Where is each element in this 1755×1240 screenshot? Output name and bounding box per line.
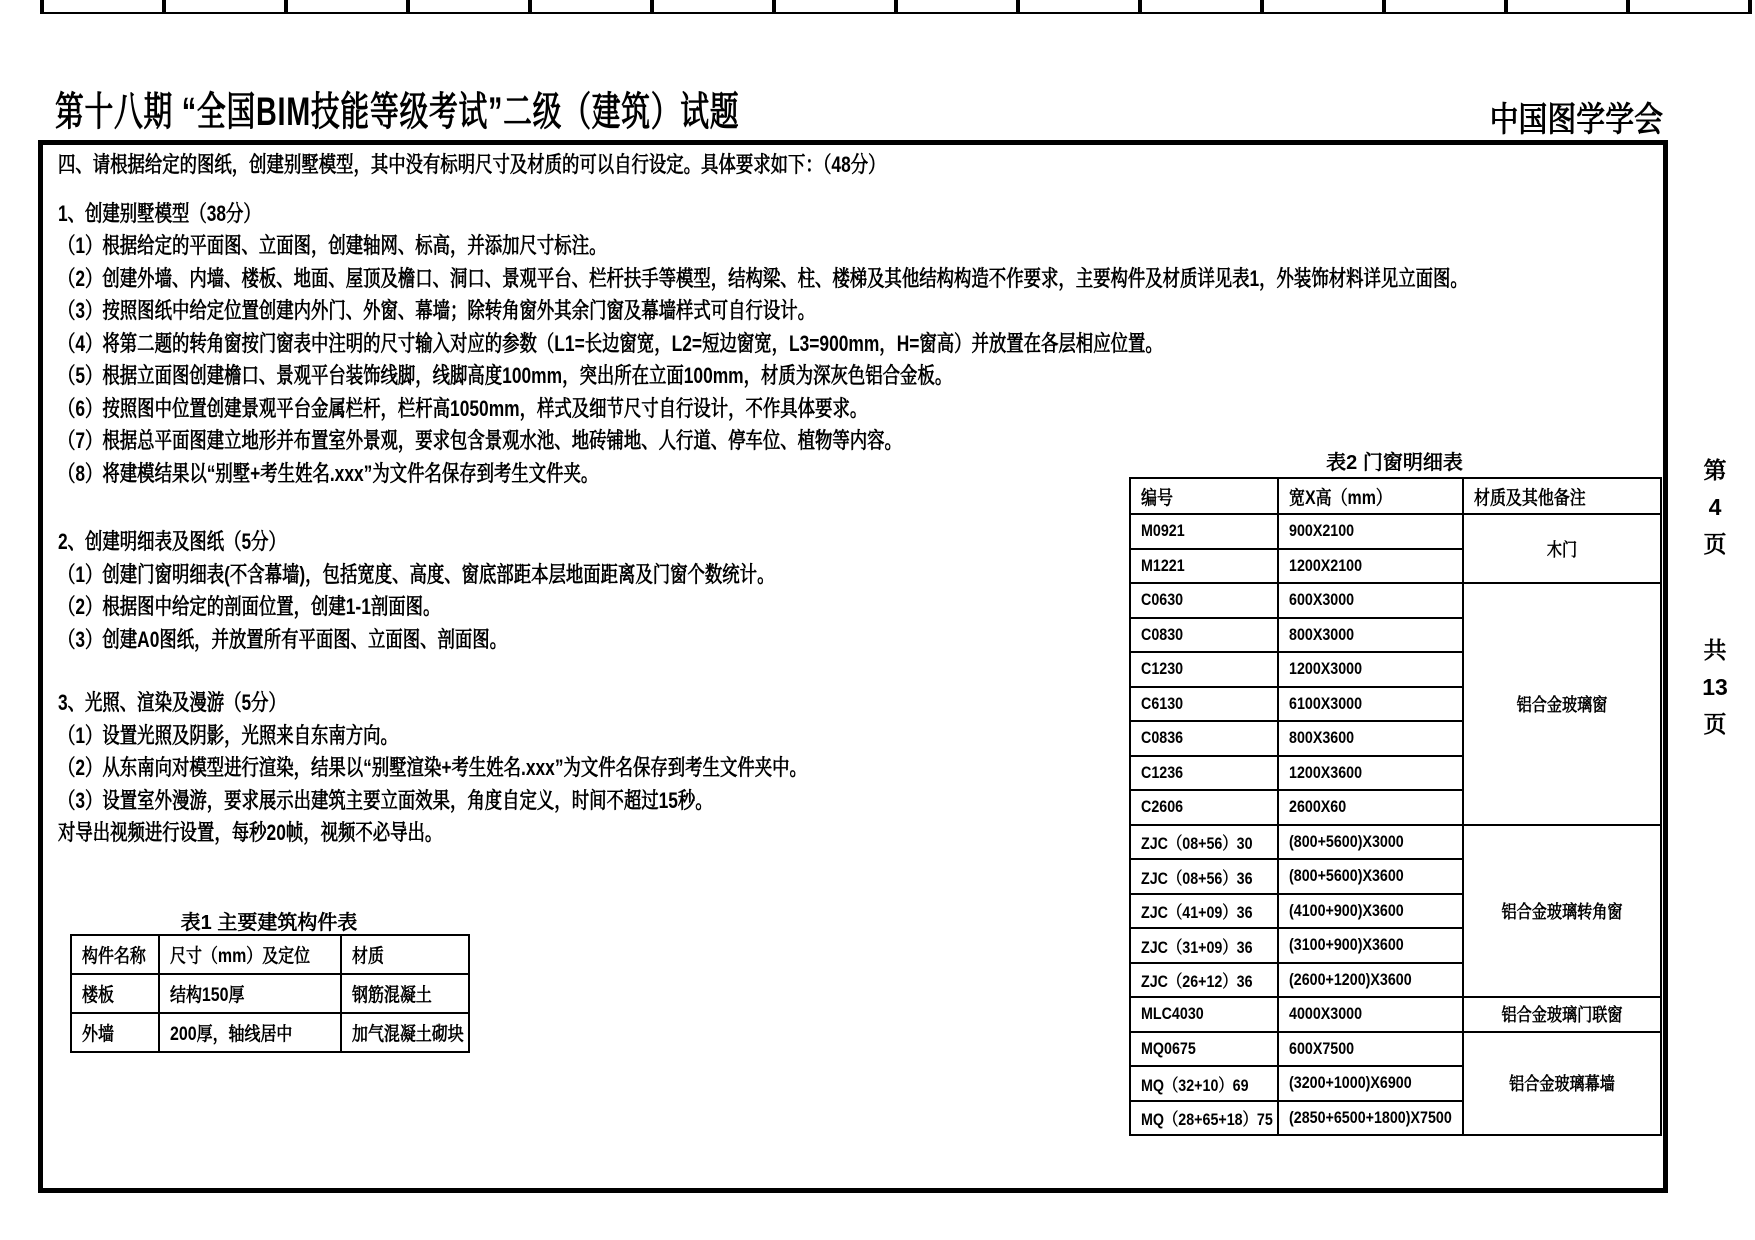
table-cell: [1278, 825, 1463, 860]
table-row: [1130, 583, 1661, 618]
material-cell: [1463, 825, 1661, 998]
cell-text: 600X7500: [1289, 1038, 1355, 1058]
table-row: [1130, 825, 1661, 860]
table-cell: [1278, 756, 1463, 791]
table-row: [1130, 514, 1661, 549]
column-header: 材质: [341, 935, 469, 974]
column-header: 材质及其他备注: [1463, 478, 1661, 514]
cell-text: C1230: [1141, 659, 1184, 679]
cell-text: ZJC（08+56）30: [1141, 834, 1253, 854]
trim-mark: [1382, 0, 1386, 12]
trim-mark: [1016, 0, 1020, 12]
section1-item8: （8）将建模结果以“别墅+考生姓名.xxx”为文件名保存到考生文件夹。: [58, 460, 599, 486]
section2-heading: 2、创建明细表及图纸（5分）: [58, 529, 286, 554]
cell-text: 800X3000: [1289, 624, 1355, 644]
cell-text: 6100X3000: [1289, 693, 1363, 713]
section1-item3: （3）按照图纸中给定位置创建内外门、外窗、幕墙；除转角窗外其余门窗及幕墙样式可自行设计。: [58, 298, 816, 323]
table-cell: [1278, 894, 1463, 929]
cell-text: MLC4030: [1141, 1004, 1204, 1024]
table-row: [71, 974, 469, 1013]
cell-text: ZJC（26+12）36: [1141, 972, 1253, 992]
table-cell: [1278, 549, 1463, 584]
trim-mark: [1138, 0, 1142, 12]
cell-text: 200厚，轴线居中: [170, 1024, 293, 1045]
video-settings-line: 对导出视频进行设置，每秒20帧，视频不必导出。: [58, 820, 443, 845]
page-number-total: [1692, 632, 1738, 743]
cell-text: C1236: [1141, 762, 1184, 782]
column-header: 宽X高（mm）: [1278, 478, 1463, 514]
page-char: 13: [1702, 674, 1728, 700]
table-cell: [1278, 928, 1463, 963]
cell-text: (800+5600)X3000: [1289, 831, 1404, 851]
table-cell: [1130, 687, 1278, 722]
cell-text: 4000X3000: [1289, 1004, 1363, 1024]
table1-title: 表1 主要建筑构件表: [180, 912, 358, 934]
table-cell: [1278, 1101, 1463, 1136]
section3-item1: （1）设置光照及阴影，光照来自东南方向。: [58, 722, 398, 748]
section2-item2: （2）根据图中给定的剖面位置，创建1-1剖面图。: [58, 594, 441, 619]
table-cell: [1130, 549, 1278, 584]
table-cell: [71, 1013, 159, 1052]
cell-text: 结构150厚: [170, 985, 245, 1006]
table-cell: [1130, 1066, 1278, 1101]
cell-text: MQ（28+65+18）75: [1141, 1110, 1273, 1130]
table-cell: [341, 974, 469, 1013]
cell-text: 1200X2100: [1289, 555, 1363, 575]
trim-mark: [284, 0, 288, 12]
table-cell: [159, 974, 341, 1013]
section1-heading: 1、创建别墅模型（38分）: [58, 200, 261, 226]
column-header: 编号: [1130, 478, 1278, 514]
cell-text: 木门: [1546, 539, 1578, 560]
table-cell: [1278, 997, 1463, 1032]
cell-text: 铝合金玻璃幕墙: [1509, 1074, 1615, 1095]
section2-item3: （3）创建A0图纸，并放置所有平面图、立面图、剖面图。: [58, 626, 508, 652]
cell-text: 楼板: [82, 985, 114, 1006]
trim-mark: [1260, 0, 1264, 12]
trim-mark: [406, 0, 410, 12]
table-cell: [1278, 790, 1463, 825]
cell-text: 铝合金玻璃门联窗: [1501, 1005, 1623, 1026]
section1-item5: （5）根据立面图创建檐口、景观平台装饰线脚，线脚高度100mm，突出所在立面100mm，材质为深灰色铝合金板。: [58, 363, 953, 388]
trim-mark: [1626, 0, 1630, 12]
table-row: [1130, 997, 1661, 1032]
organization-name: 中国图学学会: [1489, 101, 1663, 139]
section3-item2: （2）从东南向对模型进行渲染，结果以“别墅渲染+考生姓名.xxx”为文件名保存到考生文件夹中。: [58, 755, 807, 780]
page-char: 页: [1703, 531, 1727, 557]
section1-item4: （4）将第二题的转角窗按门窗表中注明的尺寸输入对应的参数（L1=长边窗宽，L2=短边窗宽，L3=900mm，H=窗高）并放置在各层相应位置。: [58, 330, 1163, 356]
cell-text: 钢筋混凝土: [352, 985, 432, 1006]
column-header: 构件名称: [71, 935, 159, 974]
section3-item3: （3）设置室外漫游，要求展示出建筑主要立面效果，角度自定义，时间不超过15秒。: [58, 787, 713, 813]
table-cell: [71, 974, 159, 1013]
table1-header-row: [71, 935, 469, 974]
table-row: [1130, 1032, 1661, 1067]
page-char: 共: [1703, 637, 1727, 663]
cell-text: M1221: [1141, 555, 1185, 575]
cell-text: 900X2100: [1289, 521, 1355, 541]
table1-main-components: [70, 934, 470, 1053]
material-cell: [1463, 583, 1661, 825]
table2-title: 表2 门窗明细表: [1326, 452, 1463, 474]
cell-text: 铝合金玻璃转角窗: [1501, 901, 1623, 922]
trim-mark: [650, 0, 654, 12]
cell-text: 外墙: [82, 1024, 114, 1045]
cell-text: (2850+6500+1800)X7500: [1289, 1107, 1452, 1127]
table-cell: [1130, 514, 1278, 549]
page-number-current: [1692, 452, 1738, 563]
table-cell: [1130, 1101, 1278, 1136]
cell-text: 铝合金玻璃窗: [1516, 694, 1608, 715]
cell-text: 2600X60: [1289, 797, 1347, 817]
table-cell: [1278, 652, 1463, 687]
section1-item1: （1）根据给定的平面图、立面图，创建轴网、标高，并添加尺寸标注。: [58, 233, 607, 258]
cell-text: 1200X3600: [1289, 762, 1363, 782]
table-cell: [1130, 1032, 1278, 1067]
table-row: [71, 1013, 469, 1052]
table2-door-window-schedule: [1129, 477, 1662, 1136]
cell-text: (800+5600)X3600: [1289, 866, 1404, 886]
trim-mark: [528, 0, 532, 12]
table-cell: [1130, 721, 1278, 756]
trim-mark: [1504, 0, 1508, 12]
cell-text: ZJC（08+56）36: [1141, 868, 1253, 888]
column-header: 尺寸（mm）及定位: [159, 935, 341, 974]
cell-text: (3200+1000)X6900: [1289, 1073, 1412, 1093]
page-char: 4: [1708, 494, 1722, 520]
table-cell: [1278, 687, 1463, 722]
cell-text: C6130: [1141, 693, 1184, 713]
cell-text: 1200X3000: [1289, 659, 1363, 679]
trim-mark: [772, 0, 776, 12]
cell-text: ZJC（31+09）36: [1141, 937, 1253, 957]
table-cell: [1278, 514, 1463, 549]
table2-header-row: [1130, 478, 1661, 514]
trim-mark: [894, 0, 898, 12]
material-cell: [1463, 1032, 1661, 1136]
cell-text: (3100+900)X3600: [1289, 935, 1404, 955]
table-cell: [1278, 618, 1463, 653]
cell-text: ZJC（41+09）36: [1141, 903, 1253, 923]
table-cell: [1130, 997, 1278, 1032]
table-cell: [1130, 652, 1278, 687]
trim-mark: [1748, 0, 1752, 12]
top-trim-marks: [40, 0, 1752, 14]
cell-text: C0836: [1141, 728, 1184, 748]
table-cell: [1130, 963, 1278, 998]
table-cell: [1278, 721, 1463, 756]
table-cell: [341, 1013, 469, 1052]
cell-text: MQ（32+10）69: [1141, 1075, 1249, 1095]
cell-text: C0630: [1141, 590, 1184, 610]
material-cell: [1463, 514, 1661, 583]
material-cell: [1463, 997, 1661, 1032]
cell-text: 800X3600: [1289, 728, 1355, 748]
cell-text: (4100+900)X3600: [1289, 900, 1404, 920]
table-cell: [1278, 1032, 1463, 1067]
table-cell: [1130, 790, 1278, 825]
table-cell: [1130, 894, 1278, 929]
cell-text: MQ0675: [1141, 1038, 1196, 1058]
cell-text: C2606: [1141, 797, 1184, 817]
table-cell: [1278, 963, 1463, 998]
table-cell: [1278, 1066, 1463, 1101]
table-cell: [1130, 756, 1278, 791]
intro-line: 四、请根据给定的图纸，创建别墅模型，其中没有标明尺寸及材质的可以自行设定。具体要求如下：（48分）: [58, 152, 886, 177]
section1-item7: （7）根据总平面图建立地形并布置室外景观，要求包含景观水池、地砖铺地、人行道、停车位、植物等内容。: [58, 428, 902, 453]
cell-text: C0830: [1141, 624, 1184, 644]
section1-item2: （2）创建外墙、内墙、楼板、地面、屋顶及檐口、洞口、景观平台、栏杆扶手等模型，结构梁、柱、楼梯及其他结构构造不作要求，主要构件及材质详见表1，外装饰材料详见立面图。: [58, 265, 1468, 291]
table-cell: [1130, 618, 1278, 653]
section1-item6: （6）按照图中位置创建景观平台金属栏杆，栏杆高1050mm，样式及细节尺寸自行设计，不作具体要求。: [58, 395, 868, 421]
table-cell: [1130, 928, 1278, 963]
cell-text: 600X3000: [1289, 590, 1355, 610]
cell-text: M0921: [1141, 521, 1185, 541]
cell-text: 加气混凝土砌块: [352, 1024, 464, 1045]
trim-mark: [162, 0, 166, 12]
table-cell: [1130, 859, 1278, 894]
table-cell: [159, 1013, 341, 1052]
table-cell: [1130, 825, 1278, 860]
document-title: 第十八期 “全国BIM技能等级考试”二级（建筑）试题: [55, 90, 740, 134]
section3-heading: 3、光照、渲染及漫游（5分）: [58, 690, 286, 715]
section2-item1: （1）创建门窗明细表(不含幕墙)，包括宽度、高度、窗底部距本层地面距离及门窗个数统计。: [58, 561, 775, 587]
table-cell: [1278, 583, 1463, 618]
trim-mark: [40, 0, 44, 12]
cell-text: (2600+1200)X3600: [1289, 969, 1412, 989]
page-char: 第: [1703, 457, 1727, 483]
table-cell: [1130, 583, 1278, 618]
page-char: 页: [1703, 711, 1727, 737]
table-cell: [1278, 859, 1463, 894]
